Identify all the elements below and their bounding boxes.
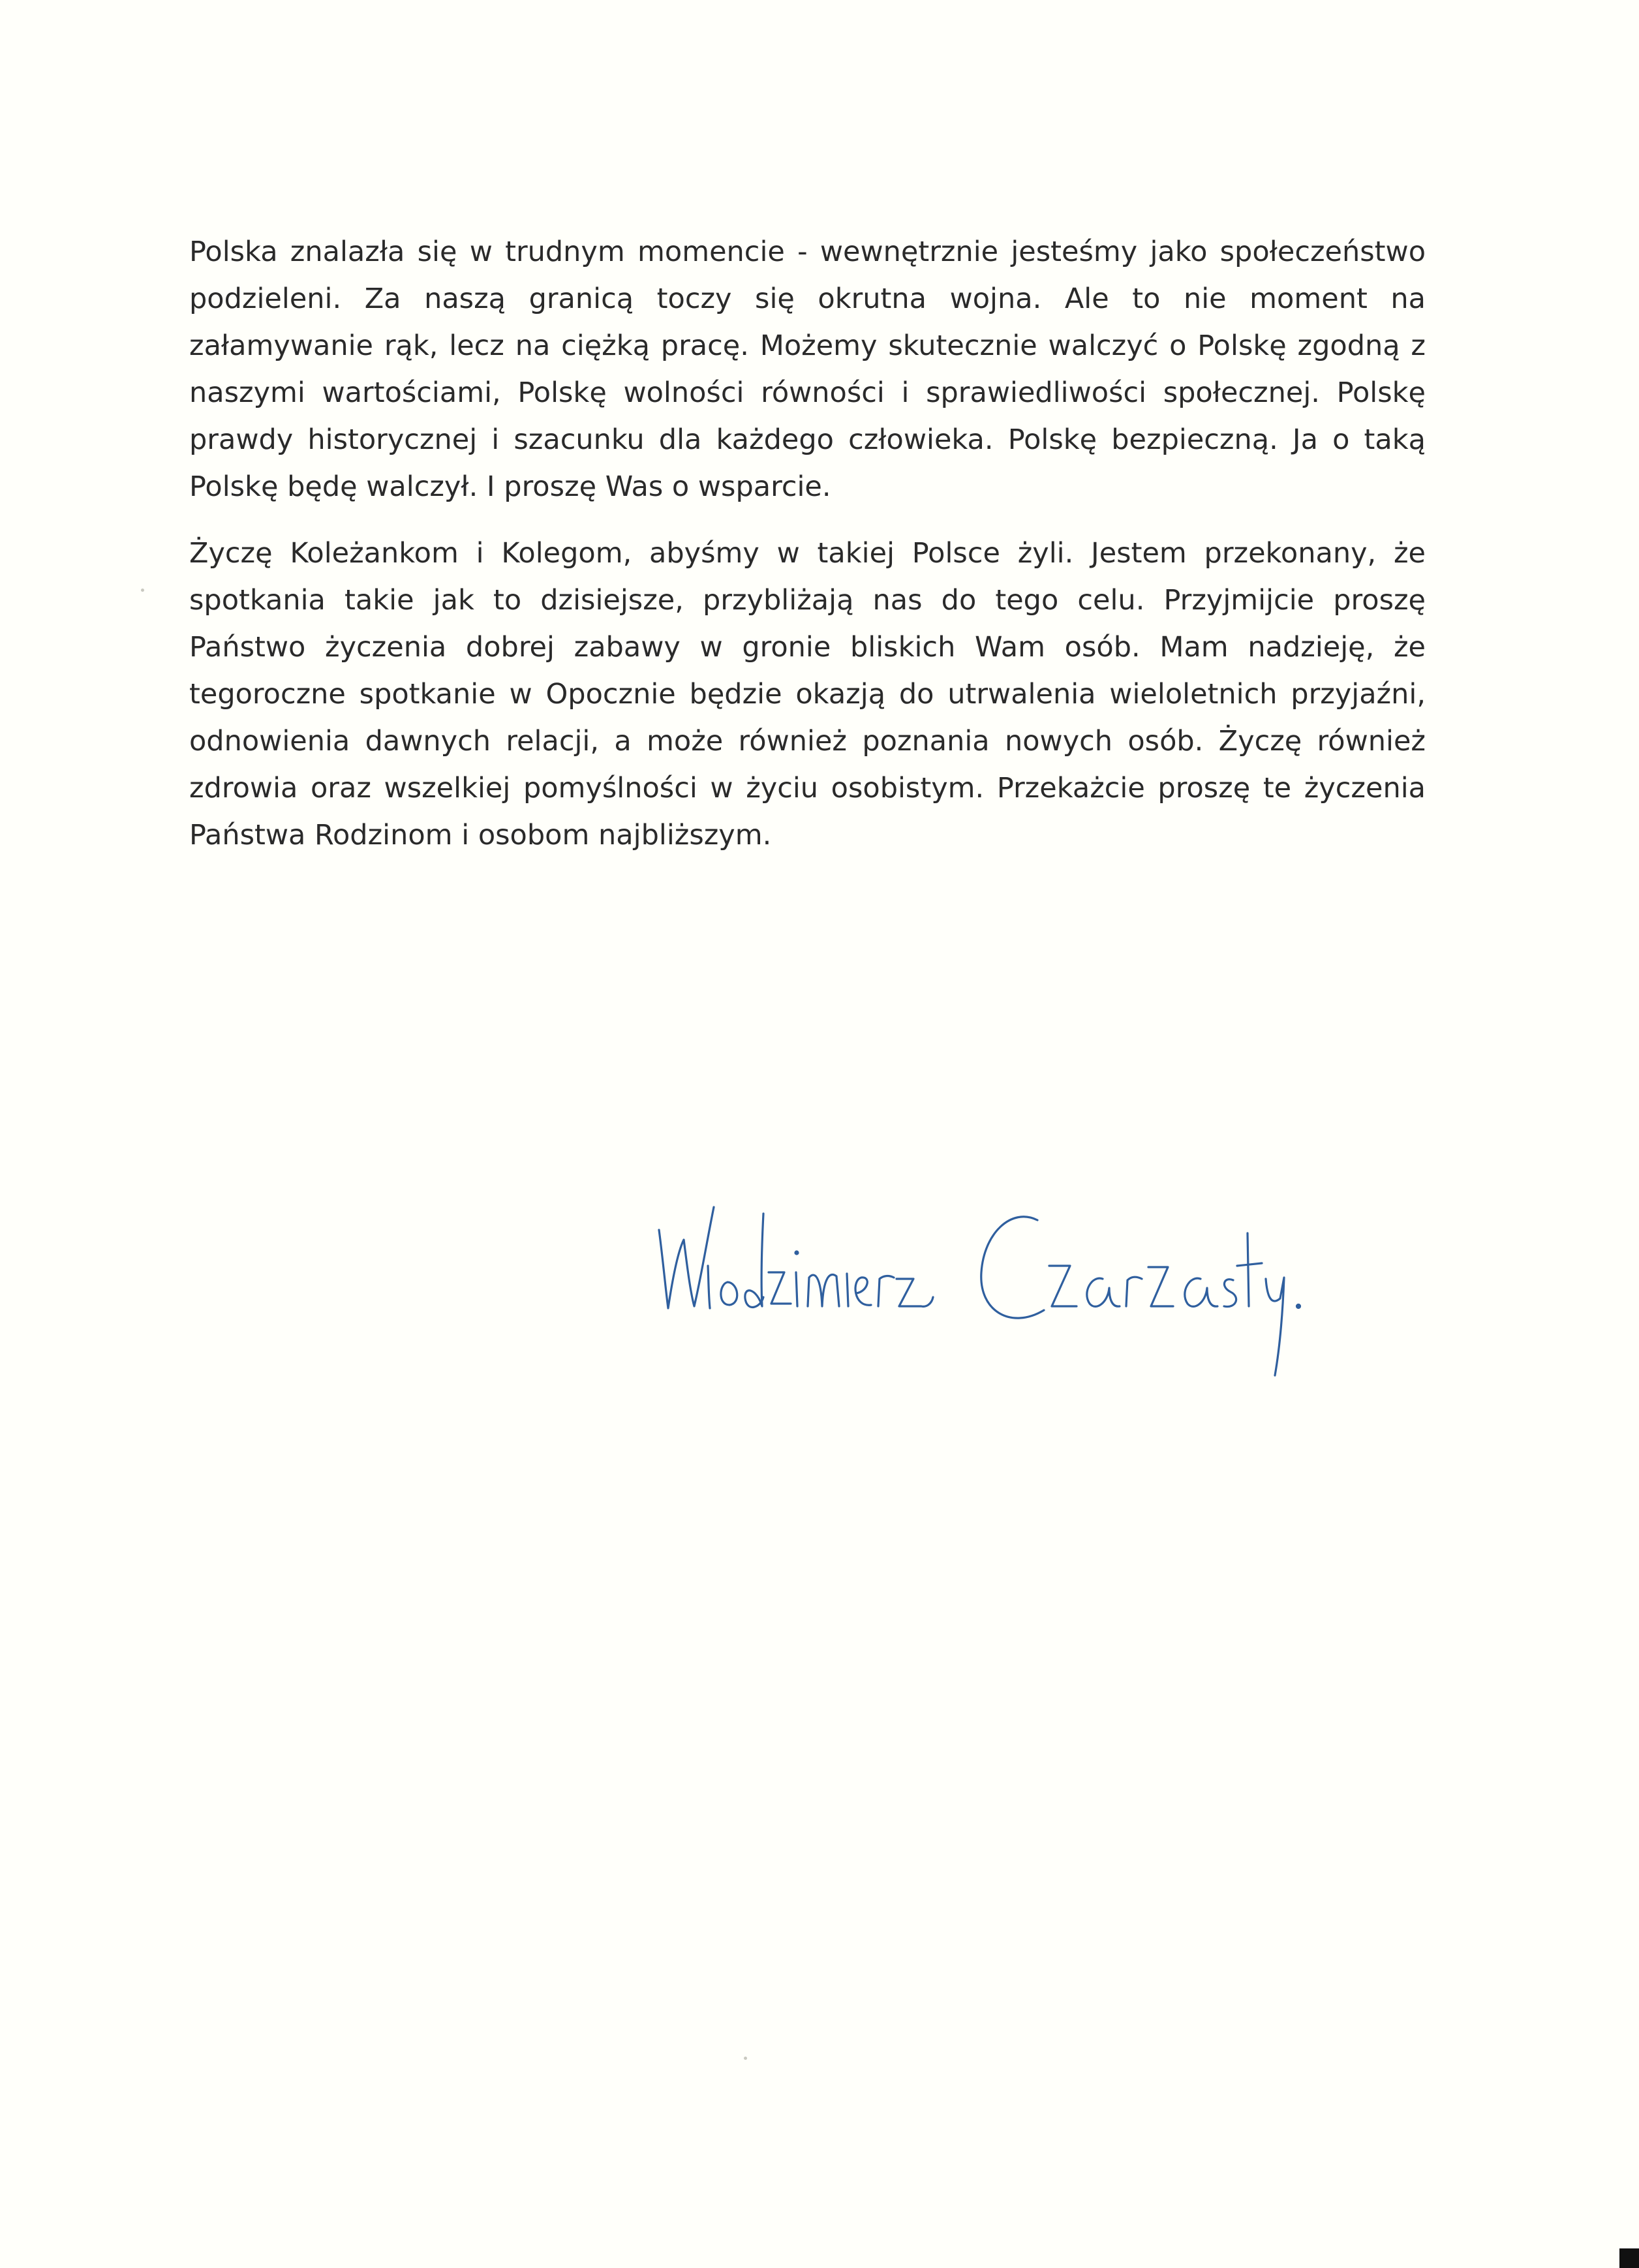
scan-speck [744, 2057, 747, 2060]
handwritten-signature [646, 1168, 1305, 1390]
scan-speck [141, 589, 144, 592]
letter-body [189, 228, 1426, 878]
paragraph-1: Polska znalazła się w trudnym momencie - wewnętrznie jesteśmy jako społeczeństwo podzieleni. Za naszą granicą toczy się okrutna wojna. Ale to nie moment na załamywanie rąk, lecz na ciężką pracę. Możemy skutecznie walczyć o Polskę zgodną z naszymi wartościami, Polskę wolności równości i sprawiedliwości społecznej. Polskę prawdy historycznej i szacunku dla każdego człowieka. Polskę bezpieczną. Ja o taką Polskę będę walczył. I proszę Was o wsparcie. [189, 236, 1426, 503]
scan-edge-mark [1619, 2248, 1639, 2268]
paragraph-2: Życzę Koleżankom i Kolegom, abyśmy w takiej Polsce żyli. Jestem przekonany, że spotkania takie jak to dzisiejsze, przybliżają nas do tego celu. Przyjmijcie proszę Państwo życzenia dobrej zabawy w gronie bliskich Wam osób. Mam nadzieję, że tegoroczne spotkanie w Opocznie będzie okazją do utrwalenia wieloletnich przyjaźni, odnowienia dawnych relacji, a może również poznania nowych osób. Życzę również zdrowia oraz wszelkiej pomyślności w życiu osobistym. Przekażcie proszę te życzenia Państwa Rodzinom i osobom najbliższym. [189, 537, 1426, 851]
